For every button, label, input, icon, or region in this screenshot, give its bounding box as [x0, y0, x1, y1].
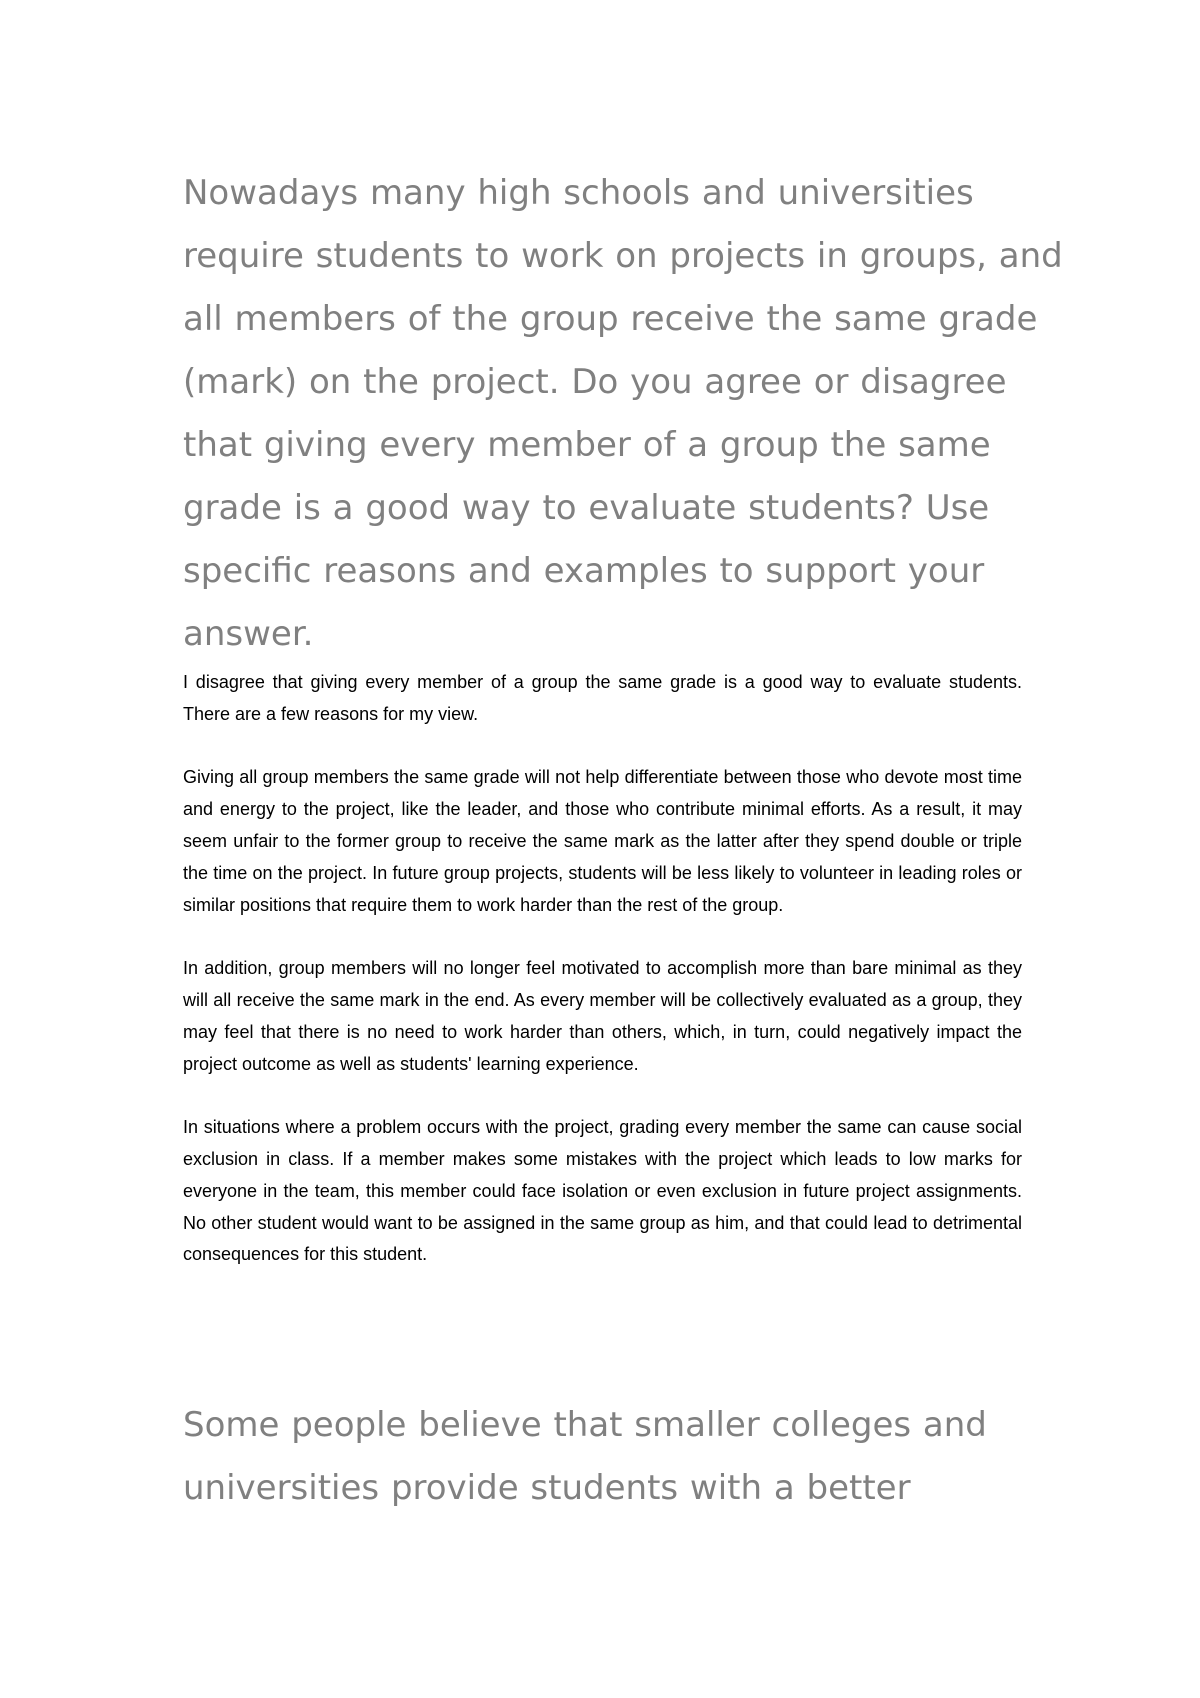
essay-paragraph-differentiation: Giving all group members the same grade will not help differentiate between those who devote most time and energy to the project, like the leader, and those who contribute minimal efforts. As a result, it may seem unfair to the former group to receive the same mark as the latter after they spend double or triple the time on the project. In future group projects, students will be less likely to volunteer in leading roles or similar positions that require them to work harder than the rest of the group. — [183, 767, 1022, 915]
essay-paragraph-exclusion: In situations where a problem occurs with the project, grading every member the same can cause social exclusion in class. If a member makes some mistakes with the project which leads to low marks for everyone in the team, this member could face isolation or even exclusion in future project assignments. No other student would want to be assigned in the same group as him, and that could lead to detrimental consequences for this student. — [183, 1117, 1022, 1265]
essay-paragraph-motivation: In addition, group members will no longer feel motivated to accomplish more than bare minimal as they will all receive the same mark in the end. As every member will be collectively evaluated as a group, they may feel that there is no need to work harder than others, which, in turn, could negatively impact the project outcome as well as students' learning experience. — [183, 958, 1022, 1074]
essay-body — [183, 667, 1022, 1303]
essay-paragraph-intro: I disagree that giving every member of a group the same grade is a good way to evaluate students. There are a few reasons for my view. — [183, 672, 1022, 724]
next-essay-prompt: Some people believe that smaller colleges and universities provide students with a better — [183, 1405, 987, 1508]
essay-prompt: Nowadays many high schools and universities require students to work on projects in groups, and all members of the group receive the same grade (mark) on the project. Do you agree or disagree that giving every member of a group the same grade is a good way to evaluate students? Use specific reasons and examples to support your answer. — [183, 173, 1063, 654]
